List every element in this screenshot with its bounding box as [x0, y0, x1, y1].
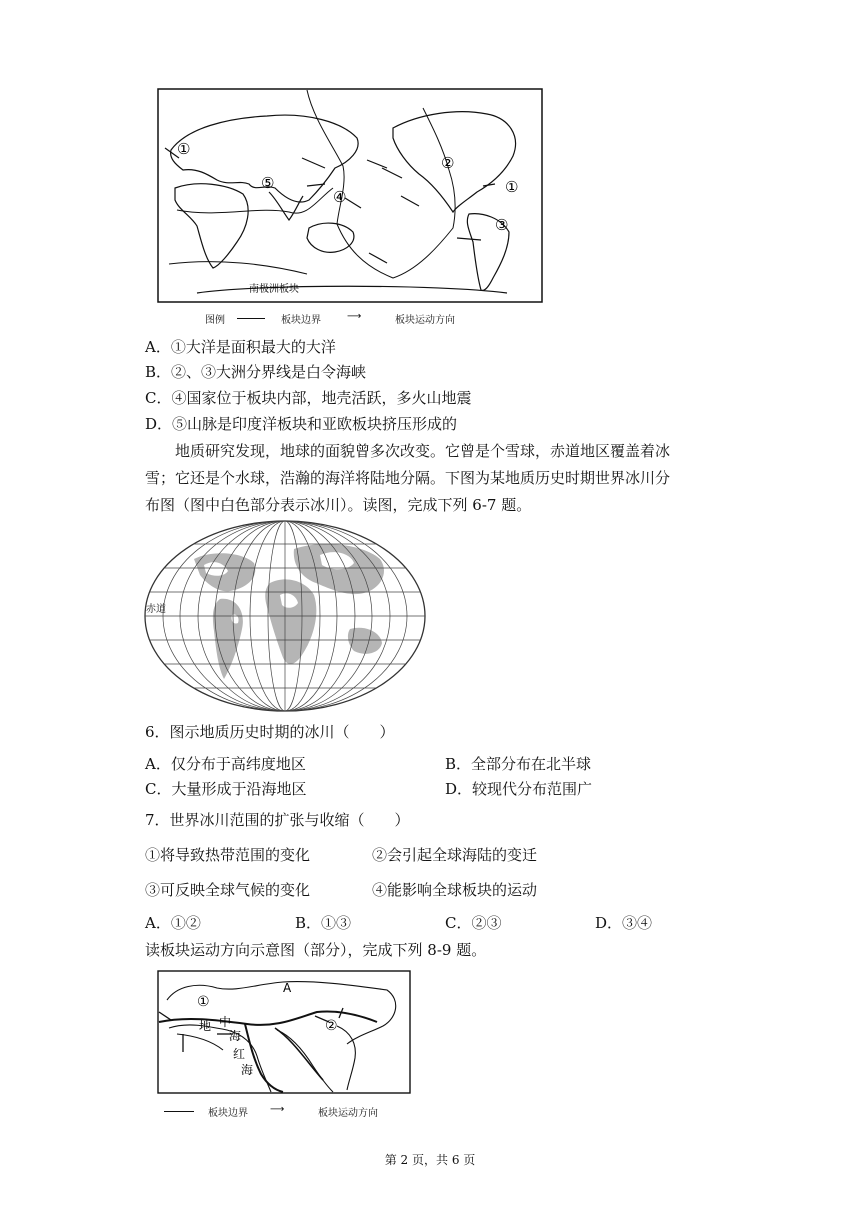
map3-label-hong: 红 — [233, 1047, 246, 1061]
page-footer: 第 2 页，共 6 页 — [384, 1153, 476, 1167]
q7-statement-3: ③可反映全球气候的变化 — [145, 881, 311, 899]
partial-plate-map — [157, 970, 411, 1105]
map1-label-1b: ① — [505, 178, 519, 196]
q6-option-b: B．全部分布在北半球 — [445, 755, 592, 773]
map1-label-3: ③ — [495, 216, 509, 234]
q7-statement-1: ①将导致热带范围的变化 — [145, 846, 311, 864]
map3-label-hai: 海 — [229, 1029, 242, 1043]
map3-legend-boundary: 板块边界 — [208, 1108, 248, 1119]
q7-option-d: D．③④ — [595, 914, 653, 932]
q7-stem: 7．世界冰川范围的扩张与收缩（ ） — [145, 811, 410, 829]
q7-statement-4: ④能影响全球板块的运动 — [372, 881, 538, 899]
q6-option-a: A．仅分布于高纬度地区 — [145, 755, 306, 773]
glacier-map — [144, 519, 426, 714]
q6-option-c: C．大量形成于沿海地区 — [145, 780, 307, 798]
map3-label-A: A — [283, 981, 292, 995]
q7-option-c: C．②③ — [445, 914, 502, 932]
map1-legend-boundary-line — [237, 318, 265, 319]
passage-line-1: 地质研究发现，地球的面貌曾多次改变。它曾是个雪球，赤道地区覆盖着冰 — [175, 442, 671, 460]
map1-label-4: ④ — [333, 188, 347, 206]
q5-option-a: A．①大洋是面积最大的大洋 — [145, 338, 336, 356]
map1-label-1a: ① — [177, 140, 191, 158]
q5-option-d: D．⑤山脉是印度洋板块和亚欧板块挤压形成的 — [145, 415, 458, 433]
map1-label-2: ② — [441, 154, 455, 172]
passage-line-3: 布图（图中白色部分表示冰川）。读图，完成下列 6-7 题。 — [145, 496, 532, 514]
map1-legend — [205, 311, 495, 325]
q6-stem: 6．图示地质历史时期的冰川（ ） — [145, 723, 395, 741]
map3-legend-boundary-line — [164, 1111, 194, 1112]
map3-legend-motion: 板块运动方向 — [318, 1108, 378, 1119]
partial-plate-map-figure — [157, 970, 411, 1105]
map3-label-2: ② — [325, 1018, 338, 1034]
map3-legend-arrow-icon: ⟶ — [270, 1104, 285, 1115]
map3-label-hai2: 海 — [241, 1063, 254, 1077]
q6-option-d: D．较现代分布范围广 — [445, 780, 593, 798]
map1-label-5: ⑤ — [261, 174, 275, 192]
q7-option-a: A．①② — [145, 914, 201, 932]
plate-map-figure — [157, 88, 543, 303]
q5-option-b: B．②、③大洲分界线是白令海峡 — [145, 363, 367, 381]
map1-legend-motion: 板块运动方向 — [395, 315, 455, 326]
map1-legend-boundary: 板块边界 — [281, 315, 321, 326]
map1-legend-title: 图例 — [205, 315, 225, 326]
glacier-map-figure — [144, 519, 426, 714]
map3-label-di: 地 — [199, 1019, 212, 1033]
map1-label-antarctic: 南极洲板块 — [249, 284, 299, 295]
intro-8-9: 读板块运动方向示意图（部分），完成下列 8-9 题。 — [145, 941, 487, 959]
q5-option-c: C．④国家位于板块内部，地壳活跃，多火山地震 — [145, 389, 472, 407]
passage-line-2: 雪；它还是个水球，浩瀚的海洋将陆地分隔。下图为某地质历史时期世界冰川分 — [145, 469, 671, 487]
plate-map — [157, 88, 543, 303]
map3-label-1: ① — [197, 994, 210, 1010]
map3-legend — [160, 1104, 410, 1118]
equator-label: 赤道 — [146, 604, 166, 615]
q7-option-b: B．①③ — [295, 914, 352, 932]
map3-label-zhong: 中 — [219, 1015, 232, 1029]
map1-legend-arrow-icon: ⟶ — [347, 311, 362, 322]
q7-statement-2: ②会引起全球海陆的变迁 — [372, 846, 538, 864]
